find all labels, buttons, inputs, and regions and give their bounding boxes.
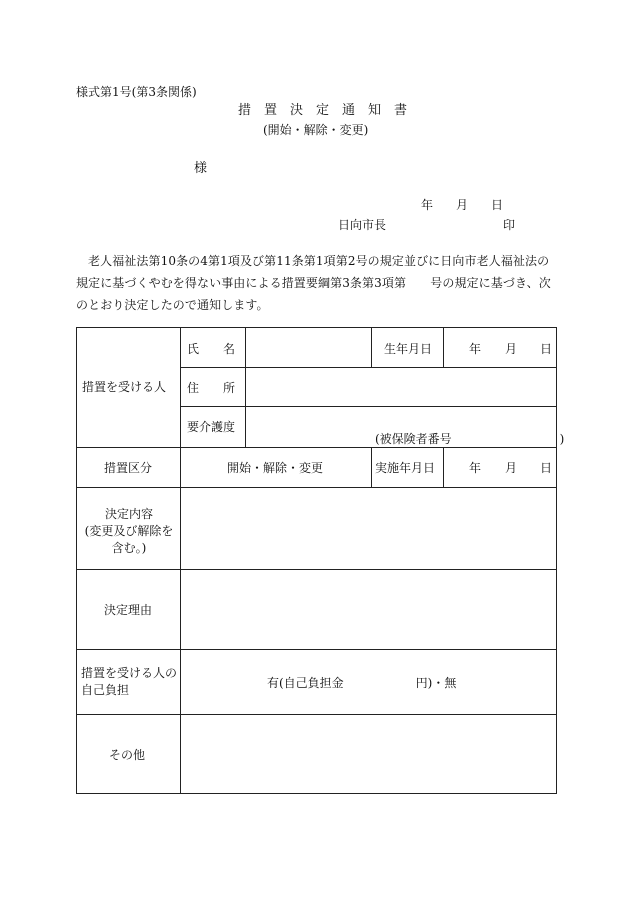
other-input[interactable] — [182, 716, 555, 792]
birth-year: 年 — [469, 342, 482, 356]
impl-day: 日 — [540, 461, 553, 475]
document-subtitle: (開始・解除・変更) — [263, 123, 369, 137]
decision-reason-input[interactable] — [182, 571, 555, 648]
address-input[interactable] — [247, 369, 555, 405]
implementation-date-label: 実施年月日 — [375, 461, 436, 475]
burden-label: 措置を受ける人の自己負担 — [81, 666, 178, 697]
care-level-input[interactable] — [247, 408, 555, 446]
implementation-date-input[interactable] — [445, 449, 555, 486]
birth-month: 月 — [505, 342, 518, 356]
birth-day: 日 — [540, 342, 553, 356]
issuer-name: 日向市長 — [338, 218, 387, 232]
subject-label: 措置を受ける人 — [82, 380, 167, 394]
form-number: 様式第1号(第3条関係) — [76, 85, 197, 99]
birthdate-input[interactable] — [445, 329, 555, 366]
decision-reason-label: 決定理由 — [104, 603, 153, 617]
category-label: 措置区分 — [104, 461, 153, 475]
name-label: 氏 名 — [187, 342, 236, 356]
care-level-label: 要介護度 — [187, 420, 236, 434]
birthdate-label: 生年月日 — [384, 342, 433, 356]
burden-value: 有(自己負担金 円)・無 — [267, 676, 457, 690]
decision-content-input[interactable] — [182, 489, 555, 568]
notice-body-text: 老人福祉法第10条の4第1項及び第11条第1項第2号の規定並びに日向市老人福祉法の規定に基づくやむを得ない事由による措置要綱第3条第3項第 号の規定に基づき、次のとおり決定したので通知します。 — [76, 254, 551, 312]
impl-month: 月 — [505, 461, 518, 475]
decision-content-label: 決定内容 (変更及び解除を含む。) — [84, 507, 174, 555]
addressee-suffix: 様 — [194, 161, 208, 176]
category-value: 開始・解除・変更 — [227, 461, 324, 475]
issuer-seal: 印 — [503, 218, 516, 232]
other-label: その他 — [109, 748, 146, 762]
date-year: 年 — [421, 198, 434, 212]
insured-number: (被保険者番号 ) — [375, 432, 565, 446]
date-day: 日 — [491, 198, 504, 212]
address-label: 住 所 — [187, 381, 236, 395]
name-input[interactable] — [247, 329, 369, 366]
date-month: 月 — [456, 198, 469, 212]
document-title: 措 置 決 定 通 知 書 — [238, 103, 408, 118]
impl-year: 年 — [469, 461, 482, 475]
